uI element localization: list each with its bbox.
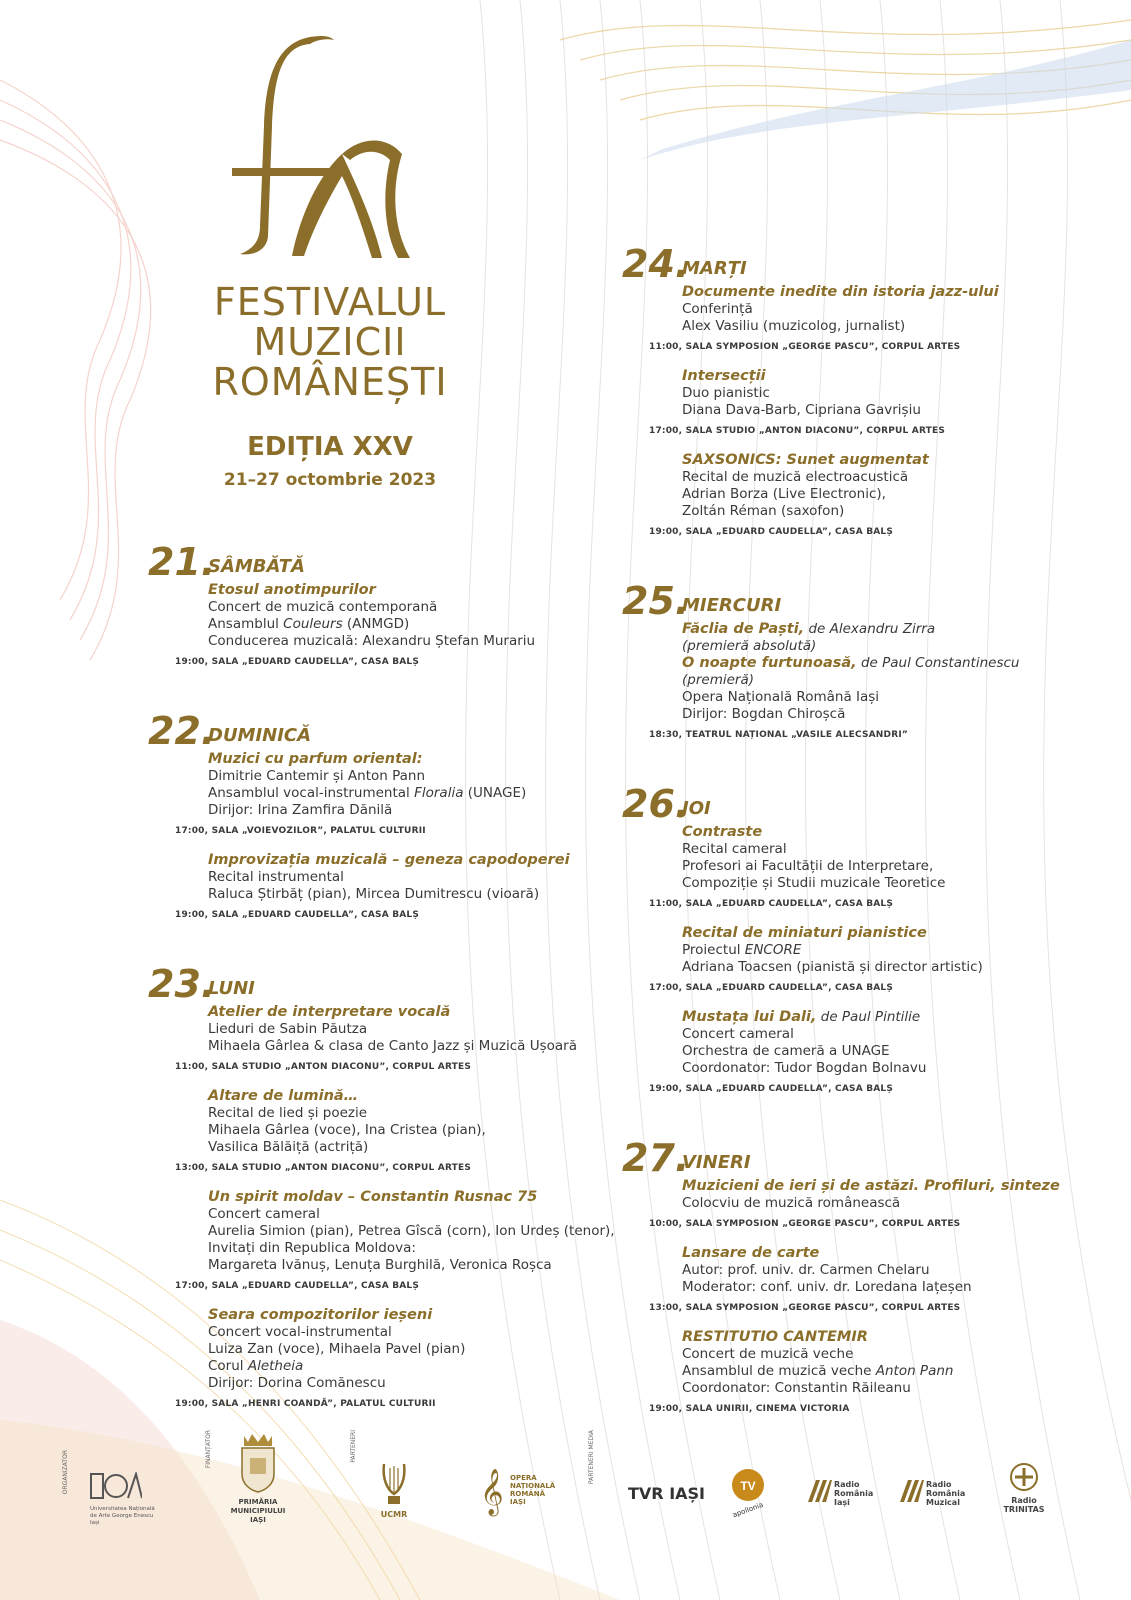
event-performers: Alex Vasiliu (muzicolog, jurnalist)	[682, 318, 906, 334]
event-title: SAXSONICS: Sunet augmentat	[682, 452, 929, 468]
day-name: DUMINICĂ	[208, 725, 312, 746]
event-time-venue: 17:00, SALA „VOIEVOZILOR”, PALATUL CULTURII	[175, 826, 426, 836]
festival-logo	[222, 36, 427, 266]
event-text-italic: Floralia	[414, 785, 464, 801]
day-number: 27.	[622, 1136, 690, 1180]
event-description: Recital instrumental	[208, 869, 344, 885]
event-time-venue: 10:00, SALA SYMPOSION „GEORGE PASCU”, CORPUL ARTES	[649, 1219, 961, 1229]
event	[175, 1307, 618, 1413]
event-title: O noapte furtunoasă,	[682, 655, 857, 671]
event-title-line	[682, 1009, 1082, 1026]
day-header	[148, 711, 618, 751]
event-description: Concert vocal-instrumental	[208, 1324, 392, 1340]
unage-logo-icon	[90, 1472, 142, 1502]
event-performers	[208, 1358, 618, 1375]
event-title: RESTITUTIO CANTEMIR	[682, 1329, 868, 1345]
event-performers: Raluca Știrbăț (pian), Mircea Dumitrescu (vioară)	[208, 886, 540, 902]
day-header	[148, 964, 618, 1004]
event-title: Etosul anotimpurilor	[208, 582, 376, 598]
rr-stripes-icon	[898, 1478, 924, 1504]
event-time-venue: 11:00, SALA STUDIO „ANTON DIACONU”, CORPUL ARTES	[175, 1062, 472, 1072]
event-text: (UNAGE)	[463, 785, 527, 801]
event-conductor: Coordonator: Constantin Răileanu	[682, 1380, 911, 1396]
day-header	[148, 542, 618, 582]
day-header	[622, 244, 1082, 284]
unage-line: Iași	[90, 1520, 100, 1526]
event-performers	[208, 616, 618, 633]
organizer-label: ORGANIZATOR	[62, 1450, 69, 1495]
event-description: Concert cameral	[208, 1206, 320, 1222]
event	[649, 452, 1082, 541]
event-description: Dimitrie Cantemir și Anton Pann	[208, 768, 426, 784]
event	[175, 852, 618, 924]
event-text: Ansamblul	[208, 616, 284, 632]
tvr-iasi-logo: TVR IAȘI	[628, 1484, 705, 1503]
event-performers: Mihaela Gârlea & clasa de Canto Jazz și Muzică Ușoară	[208, 1038, 577, 1054]
festival-dates: 21–27 octombrie 2023	[223, 470, 437, 490]
event-time-venue: 17:00, SALA „EDUARD CAUDELLA”, CASA BALȘ	[649, 983, 894, 993]
event-time-venue: 18:30, TEATRUL NAȚIONAL „VASILE ALECSANDRI”	[649, 730, 909, 740]
event	[649, 824, 1082, 913]
event-title: Seara compozitorilor ieșeni	[208, 1307, 433, 1323]
day-number: 21.	[148, 540, 216, 584]
event-conductor: Dirijor: Irina Zamfira Dănilă	[208, 802, 393, 818]
festival-title-line: FESTIVALUL	[213, 280, 447, 324]
event	[175, 1004, 618, 1076]
event	[649, 284, 1082, 356]
event-performers: Luiza Zan (voce), Mihaela Pavel (pian)	[208, 1341, 466, 1357]
event-performers: Aurelia Simion (pian), Petrea Gîscă (corn), Ion Urdeș (tenor),	[208, 1223, 615, 1239]
event-time-venue: 13:00, SALA STUDIO „ANTON DIACONU”, CORPUL ARTES	[175, 1163, 472, 1173]
day-header	[622, 784, 1082, 824]
event	[649, 621, 1082, 744]
unage-line: de Arte George Enescu	[90, 1513, 154, 1519]
event-description: Colocviu de muzică românească	[682, 1195, 901, 1211]
event-time-venue: 11:00, SALA SYMPOSION „GEORGE PASCU”, CORPUL ARTES	[649, 342, 961, 352]
event	[649, 1329, 1082, 1418]
event-title: Recital de miniaturi pianistice	[682, 925, 927, 941]
event-title: Intersecții	[682, 368, 766, 384]
event-performers	[682, 1363, 1082, 1380]
tv-apollonia-icon	[731, 1468, 765, 1502]
trinitas-line: Radio	[1011, 1496, 1037, 1505]
event-performers: Compoziție și Studii muzicale Teoretice	[682, 875, 946, 891]
opera-line: NAȚIONALĂ	[510, 1482, 556, 1490]
event	[175, 1189, 618, 1295]
event-time-venue: 11:00, SALA „EDUARD CAUDELLA”, CASA BALȘ	[649, 899, 894, 909]
day-name: MARȚI	[682, 258, 747, 279]
event-description: Duo pianistic	[682, 385, 770, 401]
event-text: Corul	[208, 1358, 248, 1374]
event-author: Autor: prof. univ. dr. Carmen Chelaru	[682, 1262, 930, 1278]
day-name: JOI	[682, 798, 711, 819]
opera-line: ROMÂNĂ	[510, 1490, 545, 1498]
event-premiere-note: (premieră)	[682, 672, 754, 688]
event-description: Conferință	[682, 301, 753, 317]
primaria-logo	[228, 1432, 288, 1525]
event-time-venue: 19:00, SALA „EDUARD CAUDELLA”, CASA BALȘ	[175, 657, 420, 667]
event	[649, 925, 1082, 997]
event-title: Făclia de Paști,	[682, 621, 805, 637]
ucmr-text: UCMR	[380, 1510, 408, 1519]
funder-label: FINANȚATOR	[205, 1430, 212, 1469]
edition-label: EDIȚIA XXV	[247, 432, 413, 462]
event-performers: Profesori ai Facultății de Interpretare,	[682, 858, 934, 874]
event-description: Recital cameral	[682, 841, 787, 857]
event-conductor: Dirijor: Dorina Comănescu	[208, 1375, 386, 1391]
cross-icon	[1009, 1462, 1039, 1492]
rrm-line: Muzical	[926, 1498, 960, 1507]
event-text-italic: ENCORE	[744, 942, 802, 958]
day-number: 23.	[148, 962, 216, 1006]
event-composer: de Alexandru Zirra	[804, 621, 936, 637]
event-title: Un spirit moldav – Constantin Rusnac 75	[208, 1189, 538, 1205]
event-text: (ANMGD)	[342, 616, 410, 632]
day-number: 24.	[622, 242, 690, 286]
unage-line: Universitatea Națională	[90, 1506, 155, 1512]
day-name: LUNI	[208, 978, 255, 999]
event-premiere-note: (premieră absolută)	[682, 638, 817, 654]
event-time-venue: 17:00, SALA „EDUARD CAUDELLA”, CASA BALȘ	[175, 1281, 420, 1291]
footer-logos	[60, 1420, 1070, 1540]
event-description: Lieduri de Sabin Păutza	[208, 1021, 368, 1037]
event-performers	[208, 785, 618, 802]
media-partners-label: PARTENERI MEDIA	[588, 1430, 595, 1485]
event-conductor: Coordonator: Tudor Bogdan Bolnavu	[682, 1060, 927, 1076]
event-performers: Zoltán Réman (saxofon)	[682, 503, 845, 519]
event	[175, 751, 618, 840]
day-number: 22.	[148, 709, 216, 753]
event-title: Contraste	[682, 824, 763, 840]
day-name: SÂMBĂTĂ	[208, 556, 305, 577]
rri-line: Radio	[834, 1480, 860, 1489]
event-performers: Diana Dava-Barb, Cipriana Gavrișiu	[682, 402, 921, 418]
event	[175, 1088, 618, 1177]
event-time-venue: 13:00, SALA SYMPOSION „GEORGE PASCU”, CORPUL ARTES	[649, 1303, 961, 1313]
rr-stripes-icon	[806, 1478, 832, 1504]
event-composer: de Paul Pintilie	[816, 1009, 921, 1025]
music-note-icon: 𝄞	[480, 1469, 504, 1515]
event-description: Concert de muzică contemporană	[208, 599, 438, 615]
event-conductor: Dirijor: Bogdan Chiroșcă	[682, 706, 846, 722]
event	[175, 582, 618, 671]
festival-title-line: ROMÂNEȘTI	[212, 360, 448, 404]
event-title-line	[682, 655, 1082, 672]
left-column	[148, 542, 618, 1413]
event-description: Concert cameral	[682, 1026, 794, 1042]
event-description: Recital de muzică electroacustică	[682, 469, 909, 485]
rrm-line: România	[926, 1489, 966, 1498]
event-performers: Orchestra de cameră a UNAGE	[682, 1043, 890, 1059]
event	[649, 1009, 1082, 1098]
event-text-italic: Couleurs	[283, 616, 343, 632]
event-title: Muzicieni de ieri și de astăzi. Profiluri, sinteze	[682, 1178, 1060, 1194]
event-composer: de Paul Constantinescu	[856, 655, 1020, 671]
event-description: Recital de lied și poezie	[208, 1105, 368, 1121]
day-number: 25.	[622, 579, 690, 623]
event	[649, 368, 1082, 440]
event-time-venue: 19:00, SALA „EDUARD CAUDELLA”, CASA BALȘ	[649, 527, 894, 537]
event-title: Atelier de interpretare vocală	[208, 1004, 451, 1020]
event-performers: Adriana Toacsen (pianistă și director artistic)	[682, 959, 983, 975]
apollonia-logo	[728, 1468, 768, 1520]
day-header	[622, 581, 1082, 621]
opera-line: IAȘI	[510, 1498, 526, 1506]
day-name: MIERCURI	[682, 595, 782, 616]
event-performers: Vasilica Bălăiță (actriță)	[208, 1139, 369, 1155]
event-performers: Mihaela Gârlea (voce), Ina Cristea (pian),	[208, 1122, 486, 1138]
event-text-italic: Anton Pann	[875, 1363, 954, 1379]
event-text: Proiectul	[682, 942, 745, 958]
unage-logo	[90, 1472, 155, 1527]
day-number: 26.	[622, 782, 690, 826]
event-performers: Invitați din Republica Moldova:	[208, 1240, 416, 1256]
event-title: Improvizația muzicală – geneza capodoperei	[208, 852, 570, 868]
trinitas-line: TRINITAS	[1003, 1505, 1045, 1514]
event-moderator: Moderator: conf. univ. dr. Loredana Iațeșen	[682, 1279, 972, 1295]
apollonia-text: apollonia	[731, 1500, 765, 1520]
event-time-venue: 19:00, SALA „EDUARD CAUDELLA”, CASA BALȘ	[175, 910, 420, 920]
event-text: Ansamblul vocal-instrumental	[208, 785, 415, 801]
event-time-venue: 19:00, SALA „EDUARD CAUDELLA”, CASA BALȘ	[649, 1084, 894, 1094]
event-title: Documente inedite din istoria jazz-ului	[682, 284, 999, 300]
event-performers: Opera Națională Română Iași	[682, 689, 880, 705]
rri-line: Iași	[834, 1498, 850, 1507]
rri-line: România	[834, 1489, 874, 1498]
event-performers: Adrian Borza (Live Electronic),	[682, 486, 886, 502]
event-time-venue: 17:00, SALA STUDIO „ANTON DIACONU”, CORPUL ARTES	[649, 426, 946, 436]
ucmr-logo	[378, 1460, 410, 1519]
event-time-venue: 19:00, SALA UNIRII, CINEMA VICTORIA	[649, 1404, 850, 1414]
event-title: Lansare de carte	[682, 1245, 820, 1261]
lyre-icon	[380, 1460, 408, 1506]
coat-of-arms-icon	[238, 1432, 278, 1494]
event-conductor: Conducerea muzicală: Alexandru Ștefan Murariu	[208, 633, 536, 649]
event	[649, 1178, 1082, 1233]
event-title-line	[682, 621, 1082, 638]
primaria-line: IAȘI	[250, 1516, 266, 1524]
event-description: Concert de muzică veche	[682, 1346, 854, 1362]
rrm-line: Radio	[926, 1480, 952, 1489]
svg-text:TV: TV	[740, 1479, 756, 1493]
event-text: Ansamblul de muzică veche	[682, 1363, 876, 1379]
event-performers: Margareta Ivănuș, Lenuța Burghilă, Veronica Roșca	[208, 1257, 552, 1273]
festival-title-line: MUZICII	[253, 320, 407, 364]
event-description	[682, 942, 1082, 959]
partners-label: PARTENERI	[350, 1430, 357, 1463]
radio-trinitas-logo	[994, 1462, 1054, 1514]
event-time-venue: 19:00, SALA „HENRI COANDĂ”, PALATUL CULTURII	[175, 1399, 436, 1409]
day-header	[622, 1138, 1082, 1178]
event-text-italic: Aletheia	[247, 1358, 304, 1374]
day-name: VINERI	[682, 1152, 751, 1173]
event-title: Altare de lumină…	[208, 1088, 359, 1104]
event-title: Mustața lui Dali,	[682, 1009, 817, 1025]
right-column	[622, 244, 1082, 1418]
event	[649, 1245, 1082, 1317]
opera-line: OPERA	[510, 1474, 537, 1482]
primaria-line: MUNICIPIULUI	[230, 1507, 286, 1515]
event-title: Muzici cu parfum oriental:	[208, 751, 423, 767]
primaria-line: PRIMĂRIA	[238, 1498, 278, 1506]
festival-title	[200, 282, 460, 402]
